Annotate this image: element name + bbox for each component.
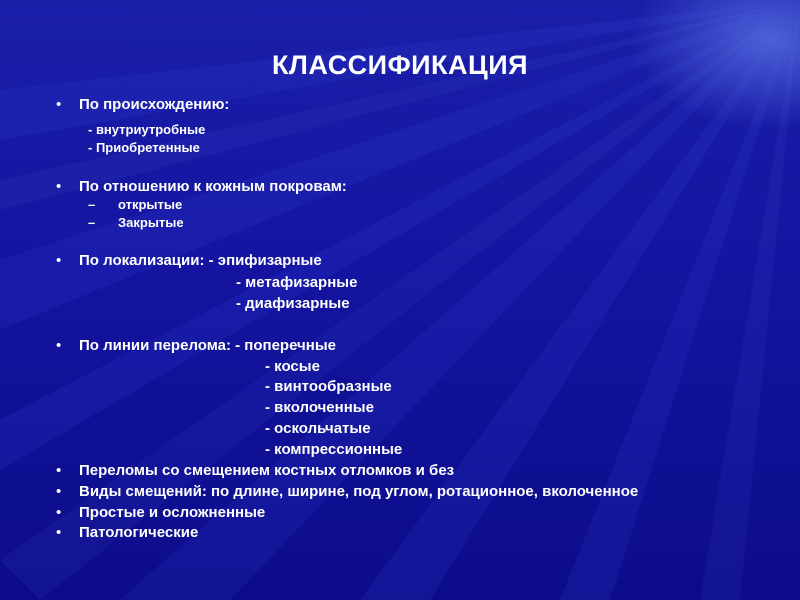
bullet-icon: • — [56, 504, 62, 521]
location-item: - диафизарные — [236, 295, 350, 312]
fracture-line-item: - винтообразные — [265, 378, 392, 395]
skin-item: Закрытые — [118, 215, 184, 230]
origin-item: - Приобретенные — [88, 140, 200, 155]
bullet-icon: • — [56, 462, 62, 479]
dash-icon: – — [88, 215, 96, 230]
origin-heading: По происхождению: — [79, 96, 230, 113]
bullet-icon: • — [56, 96, 62, 113]
bullet-icon: • — [56, 252, 62, 269]
bullet-icon: • — [56, 483, 62, 500]
pathological-item: Патологические — [79, 524, 199, 541]
skin-heading: По отношению к кожным покровам: — [79, 178, 347, 195]
fracture-line-item: - вколоченные — [265, 399, 374, 416]
fracture-line-item: - косые — [265, 358, 320, 375]
bullet-icon: • — [56, 337, 62, 354]
displacement-item: Переломы со смещением костных отломков и без — [79, 462, 455, 479]
slide-title: КЛАССИФИКАЦИЯ — [271, 50, 529, 80]
fracture-line-item: - оскольчатые — [265, 420, 371, 437]
fracture-line-item: - компрессионные — [265, 441, 403, 458]
bullet-icon: • — [56, 178, 62, 195]
displacement-types-item: Виды смещений: по длине, ширине, под углом, ротационное, вколоченное — [79, 483, 639, 500]
dash-icon: – — [88, 197, 96, 212]
simple-complicated-item: Простые и осложненные — [79, 504, 266, 521]
bullet-icon: • — [56, 524, 62, 541]
skin-item: открытые — [118, 197, 183, 212]
location-item: - метафизарные — [236, 274, 358, 291]
fracture-line-heading: По линии перелома: - поперечные — [79, 337, 336, 354]
location-heading: По локализации: - эпифизарные — [79, 252, 322, 269]
origin-item: - внутриутробные — [88, 122, 206, 137]
